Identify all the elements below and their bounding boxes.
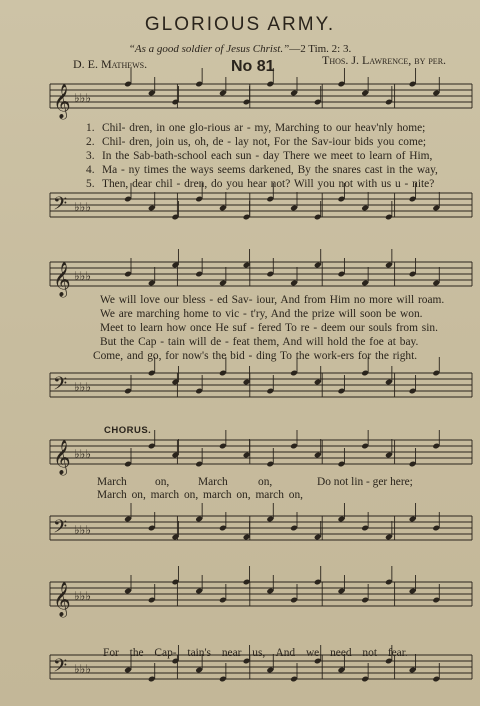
key-signature-icon: ♭♭♭ xyxy=(74,523,91,537)
verse-1-line-b: We will love our bless - ed Sav- iour, And from Him no more will roam. xyxy=(100,294,445,306)
key-signature-icon: ♭♭♭ xyxy=(74,200,91,214)
verse-4-line-a: 4. Ma - ny times the ways seems darkened, By the snares cast in the way, xyxy=(86,164,438,176)
bass-clef-icon: 𝄢 xyxy=(53,656,68,681)
verse-5-line-a: 5. Then, dear chil - dren, do you hear not? Will you not with us u - nite? xyxy=(86,178,435,190)
hymn-number: No 81 xyxy=(231,58,275,75)
composer-credit: D. E. Mathews. xyxy=(73,57,148,71)
chorus-word: on, xyxy=(155,476,170,488)
key-signature-icon: ♭♭♭ xyxy=(74,662,91,676)
key-signature-icon: ♭♭♭ xyxy=(74,447,91,461)
epigraph-reference: —2 Tim. 2: 3. xyxy=(289,43,352,55)
chorus-word: on, xyxy=(258,476,273,488)
verse-4-line-b: But the Cap - tain will de - feat them, And will hold the foe at bay. xyxy=(100,336,419,348)
verse-1-line-a: 1. Chil- dren, in one glo-rious ar - my, Marching to our heav'nly home; xyxy=(86,122,426,134)
key-signature-icon: ♭♭♭ xyxy=(74,380,91,394)
treble-clef-icon: 𝄞 xyxy=(53,262,71,297)
chorus-lower-line: March on, march on, march on, march on, xyxy=(97,489,303,501)
treble-clef-icon: 𝄞 xyxy=(53,582,71,617)
verse-2-line-b: We are marching home to vic - t'ry, And the prize will soon be won. xyxy=(100,308,423,320)
hymn-title: GLORIOUS ARMY. xyxy=(144,14,336,35)
treble-clef-icon: 𝄞 xyxy=(53,84,71,119)
verse-3-line-a: 3. In the Sab-bath-school each sun - day There we meet to learn of Him, xyxy=(86,150,433,162)
chorus-label: CHORUS. xyxy=(104,425,152,436)
treble-clef-icon: 𝄞 xyxy=(53,440,71,475)
key-signature-icon: ♭♭♭ xyxy=(74,91,91,105)
bass-clef-icon: 𝄢 xyxy=(53,194,68,219)
bass-clef-icon: 𝄢 xyxy=(53,517,68,542)
chorus-final-line: For the Cap- tain's near us, And we need not fear. xyxy=(103,647,408,659)
chorus-word: March xyxy=(198,476,228,488)
epigraph-quote: “As a good soldier of Jesus Christ.” xyxy=(128,43,290,55)
chorus-word: Do not lin - ger here; xyxy=(317,476,413,488)
chorus-word: March xyxy=(97,476,127,488)
key-signature-icon: ♭♭♭ xyxy=(74,269,91,283)
verse-3-line-b: Meet to learn how once He suf - fered To re - deem our souls from sin. xyxy=(100,322,438,334)
lyricist-credit: Thos. J. Lawrence, by per. xyxy=(322,53,447,67)
key-signature-icon: ♭♭♭ xyxy=(74,589,91,603)
bass-clef-icon: 𝄢 xyxy=(53,374,68,399)
verse-5-line-b: Come, and go, for now's the bid - ding To the work-ers for the right. xyxy=(93,350,418,362)
verse-2-line-a: 2. Chil- dren, join us, oh, de - lay not, For the Sav-iour bids you come; xyxy=(86,136,427,148)
